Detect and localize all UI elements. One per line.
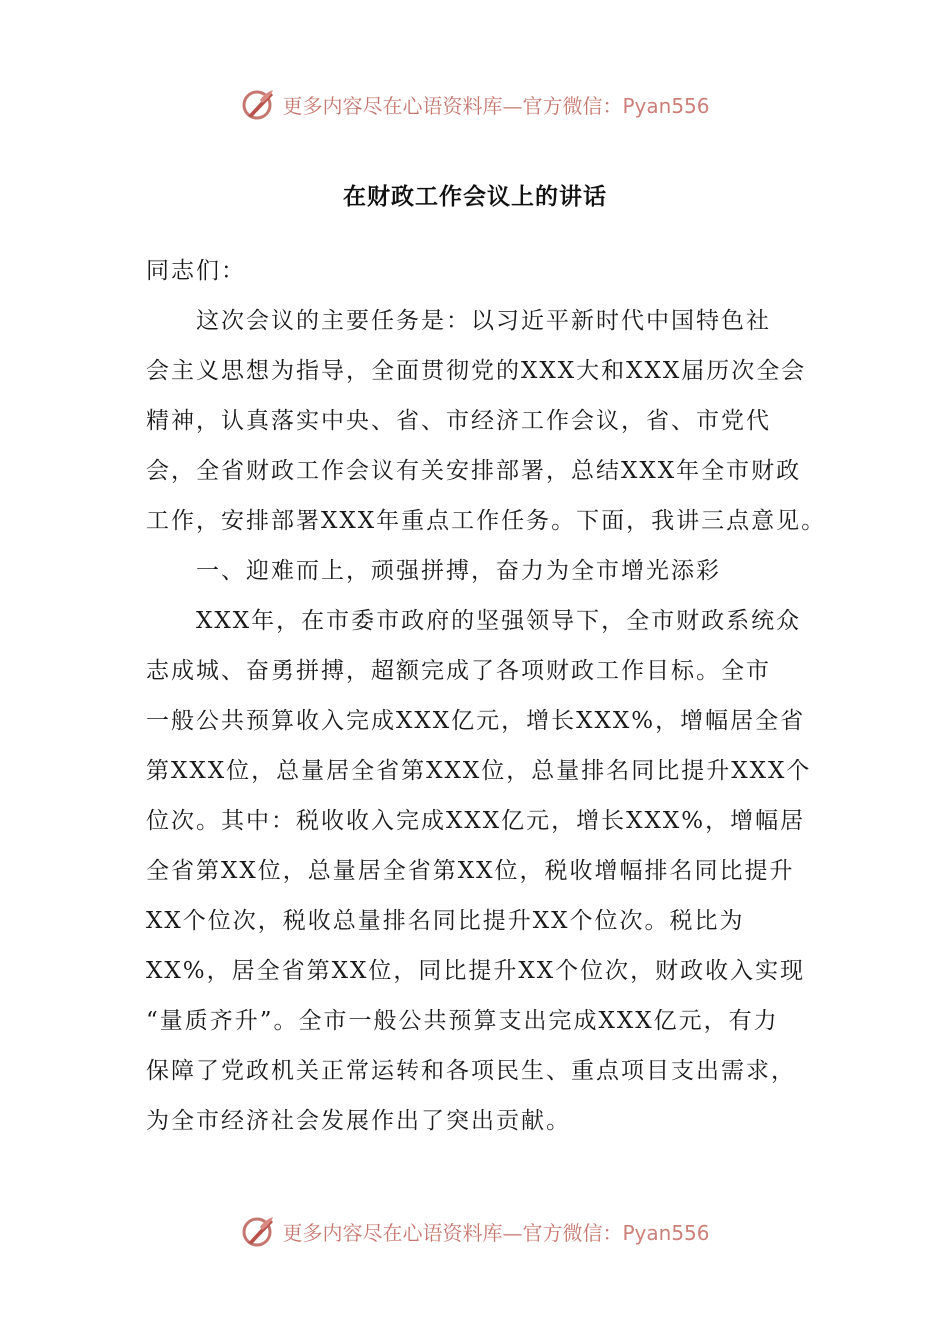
watermark-text-cn: 更多内容尽在心语资料库—官方微信： (282, 1220, 623, 1245)
body-line: 会，全省财政工作会议有关安排部署，总结XXX年全市财政 (146, 458, 802, 484)
watermark-text (282, 90, 709, 119)
body-line: XX%，居全省第XX位，同比提升XX个位次，财政收入实现 (146, 958, 806, 984)
body-line: “量质齐升”。全市一般公共预算支出完成XXX亿元，有力 (146, 1008, 779, 1034)
body-line: 志成城、奋勇拼搏，超额完成了各项财政工作目标。全市 (146, 658, 771, 684)
body-line: 一、迎难而上，顽强拼搏，奋力为全市增光添彩 (196, 558, 721, 584)
footer-watermark (0, 1211, 950, 1251)
watermark-text (282, 1217, 709, 1246)
watermark-wechat-id: Pyan556 (622, 93, 710, 118)
body-line: 保障了党政机关正常运转和各项民生、重点项目支出需求， (146, 1058, 796, 1084)
header-watermark (0, 84, 950, 124)
body-line: 第XXX位，总量居全省第XXX位，总量排名同比提升XXX个 (146, 758, 812, 784)
body-line: XXX年，在市委市政府的坚强领导下，全市财政系统众 (196, 608, 802, 634)
body-line: 位次。其中：税收收入完成XXX亿元，增长XXX%，增幅居 (146, 808, 806, 834)
body-line: 精神，认真落实中央、省、市经济工作会议，省、市党代 (146, 408, 771, 434)
body-line: 会主义思想为指导，全面贯彻党的XXX大和XXX届历次全会 (146, 358, 807, 384)
body-line: 同志们： (146, 258, 246, 284)
watermark-wechat-id: Pyan556 (622, 1220, 710, 1245)
document-title: 在财政工作会议上的讲话 (343, 183, 607, 210)
body-line: 一般公共预算收入完成XXX亿元，增长XXX%，增幅居全省 (146, 708, 806, 734)
document-body (146, 246, 827, 1146)
watermark-text-cn: 更多内容尽在心语资料库—官方微信： (282, 93, 623, 118)
body-line: XX个位次，税收总量排名同比提升XX个位次。税比为 (146, 908, 745, 934)
quill-logo-icon (240, 86, 276, 122)
quill-logo-icon (240, 1213, 276, 1249)
body-line: 为全市经济社会发展作出了突出贡献。 (146, 1108, 571, 1134)
body-line: 工作，安排部署XXX年重点工作任务。下面，我讲三点意见。 (146, 508, 827, 534)
body-line: 这次会议的主要任务是：以习近平新时代中国特色社 (196, 308, 771, 334)
body-line: 全省第XX位，总量居全省第XX位，税收增幅排名同比提升 (146, 858, 795, 884)
